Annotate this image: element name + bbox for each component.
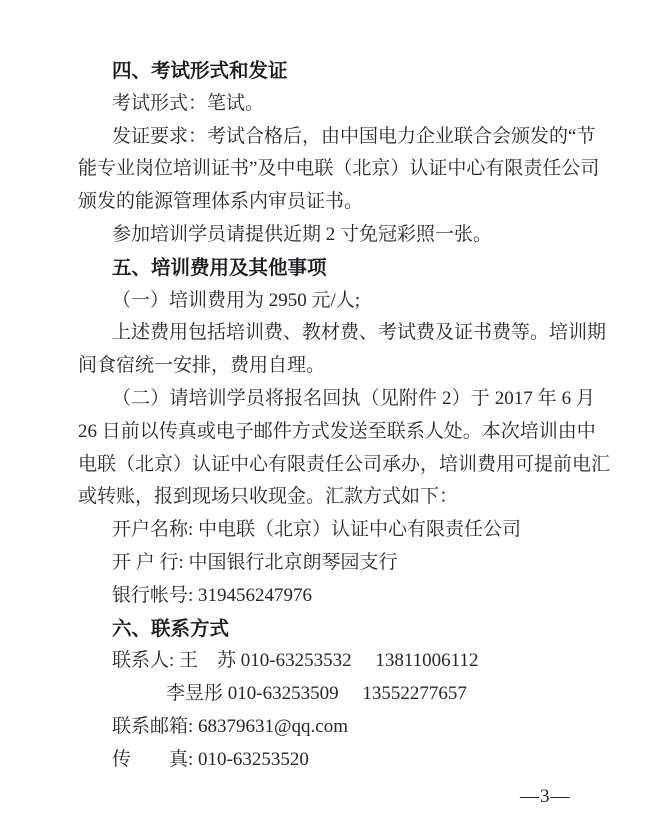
certificate-req-line-1: 发证要求：考试合格后，由中国电力企业联合会颁发的“节 [112, 125, 596, 147]
heading-exam-format-and-certificate: 四、考试形式和发证 [112, 60, 288, 82]
registration-line-1: （二）请培训学员将报名回执（见附件 2）于 2017 年 6 月 [112, 387, 595, 409]
bank-branch-line: 开 户 行: 中国银行北京朗琴园支行 [112, 551, 398, 573]
certificate-req-line-2: 能专业岗位培训证书”及中电联（北京）认证中心有限责任公司 [78, 158, 600, 180]
heading-training-fees: 五、培训费用及其他事项 [112, 256, 327, 279]
document-body [78, 55, 611, 777]
registration-line-4: 或转账，报到现场只收现金。汇款方式如下： [78, 486, 459, 508]
bank-account-name-line: 开户名称: 中电联（北京）认证中心有限责任公司 [112, 519, 522, 541]
bank-account-number-line: 银行帐号: 319456247976 [112, 584, 313, 606]
registration-line-3: 电联（北京）认证中心有限责任公司承办，培训费用可提前电汇 [78, 453, 611, 475]
page-number: —3— [520, 786, 571, 807]
heading-contact-info: 六、联系方式 [112, 617, 230, 640]
photo-requirement-line: 参加培训学员请提供近期 2 寸免冠彩照一张。 [112, 223, 493, 245]
fee-amount-line: （一）培训费用为 2950 元/人; [112, 289, 361, 311]
fax-line: 传 真: 010-63253520 [112, 748, 309, 770]
registration-line-2: 26 日前以传真或电子邮件方式发送至联系人处。本次培训由中 [78, 420, 596, 442]
contact-person-line-2: 李昱彤 010-63253509 13552277657 [166, 683, 467, 705]
fee-includes-line-1: 上述费用包括培训费、教材费、考试费及证书费等。培训期 [112, 322, 607, 344]
contact-email-line: 联系邮箱: 68379631@qq.com [112, 715, 348, 737]
certificate-req-line-3: 颁发的能源管理体系内审员证书。 [78, 191, 364, 213]
fee-includes-line-2: 间食宿统一安排，费用自理。 [78, 355, 326, 377]
exam-format-line: 考试形式：笔试。 [112, 92, 265, 114]
contact-person-line-1: 联系人: 王 苏 010-63253532 13811006112 [112, 650, 479, 672]
